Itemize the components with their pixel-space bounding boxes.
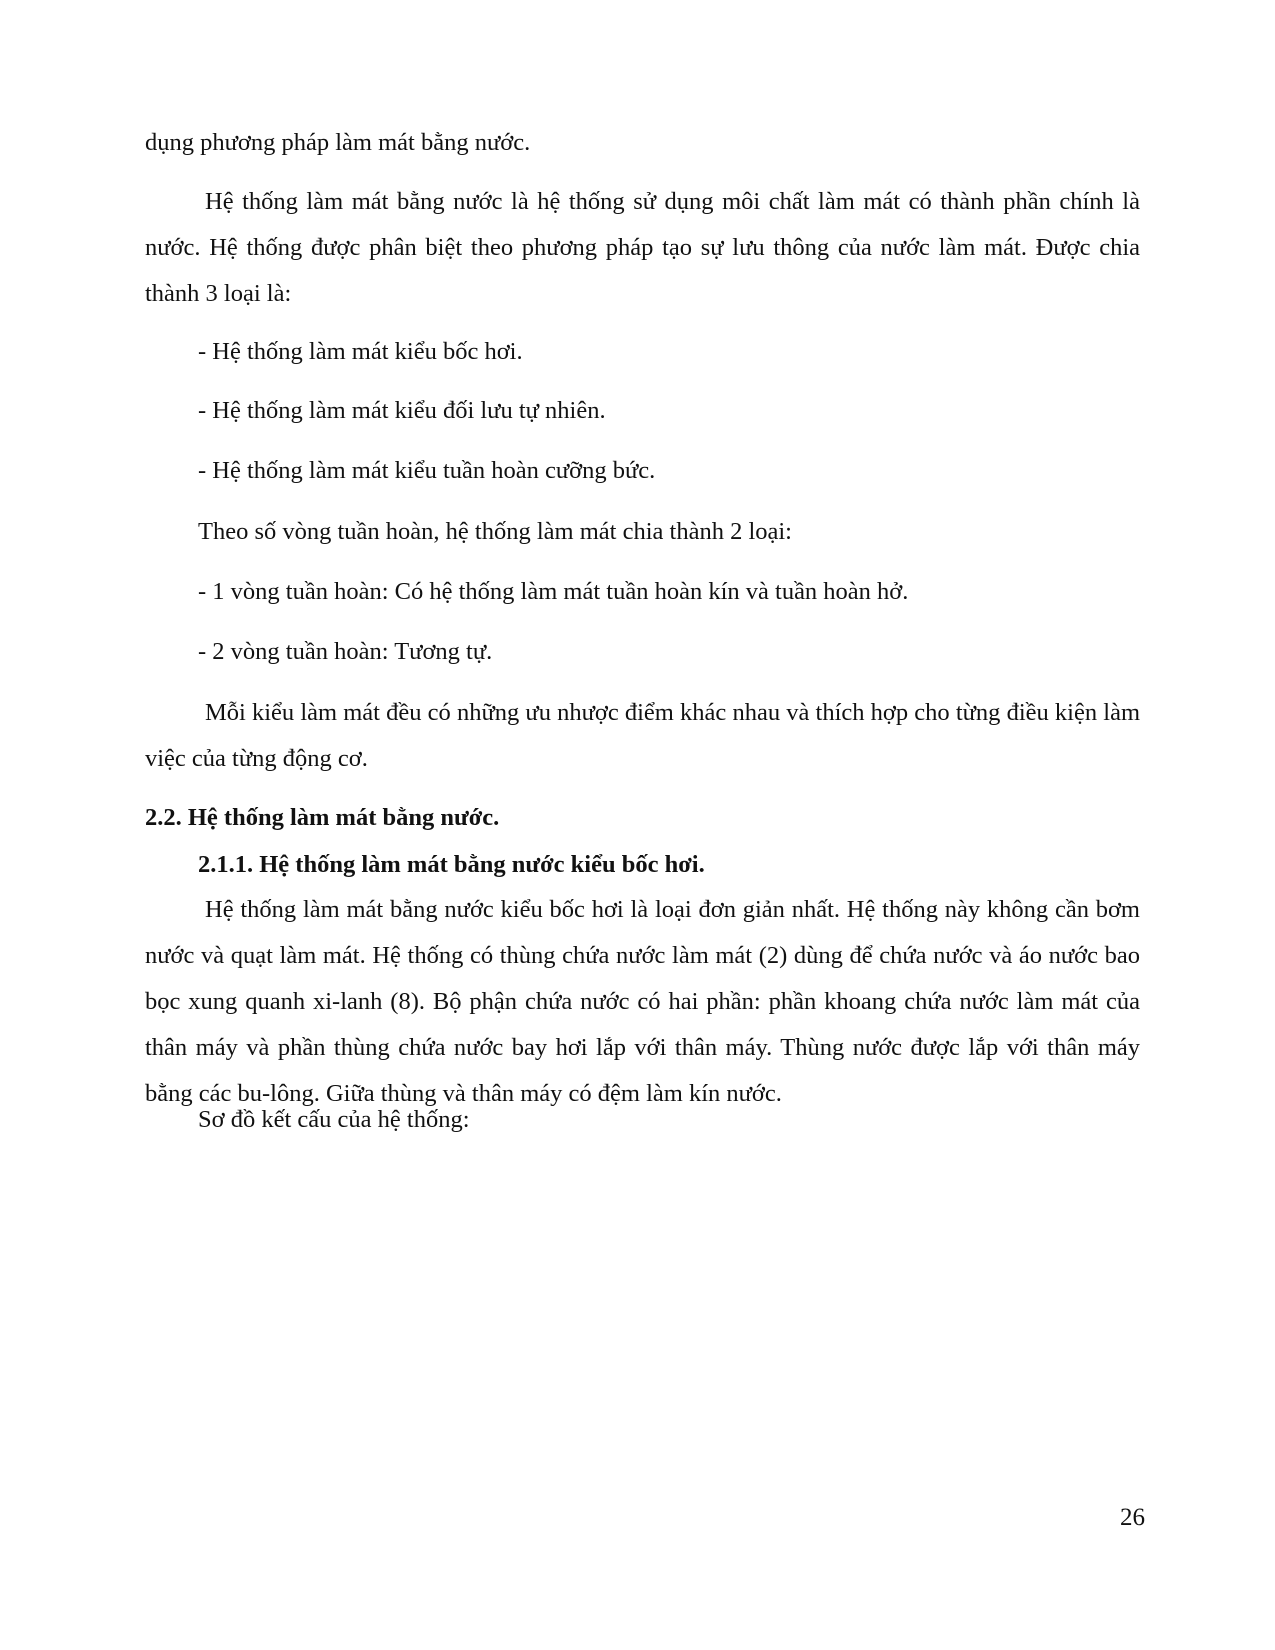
list-item-type-1: - Hệ thống làm mát kiểu bốc hơi.: [198, 338, 523, 365]
paragraph-intro: Hệ thống làm mát bằng nước là hệ thống sử dụng môi chất làm mát có thành phần chính là nước. Hệ thống được phân biệt theo phương pháp tạo sự lưu thông của nước làm mát. Được chia thành 3 loại là:: [145, 188, 1140, 307]
list-item-type-3: - Hệ thống làm mát kiểu tuần hoàn cưỡng bức.: [198, 457, 656, 484]
paragraph-continuation: dụng phương pháp làm mát bằng nước.: [145, 129, 531, 156]
list-item-loop-2: - 2 vòng tuần hoàn: Tương tự.: [198, 638, 493, 665]
paragraph-diagram-caption: Sơ đồ kết cấu của hệ thống:: [198, 1106, 470, 1133]
paragraph-pros-cons: Mỗi kiểu làm mát đều có những ưu nhược điểm khác nhau và thích hợp cho từng điều kiện làm việc của từng động cơ.: [145, 699, 1140, 772]
list-item-loop-1: - 1 vòng tuần hoàn: Có hệ thống làm mát tuần hoàn kín và tuần hoàn hở.: [198, 578, 909, 605]
paragraph-loops: Theo số vòng tuần hoàn, hệ thống làm mát chia thành 2 loại:: [198, 518, 792, 545]
subsection-heading: 2.1.1. Hệ thống làm mát bằng nước kiểu bốc hơi.: [198, 851, 705, 878]
paragraph-evaporative: Hệ thống làm mát bằng nước kiểu bốc hơi là loại đơn giản nhất. Hệ thống này không cần bơm nước và quạt làm mát. Hệ thống có thùng chứa nước làm mát (2) dùng để chứa nước và áo nước bao bọc xung quanh xi-lanh (8). Bộ phận chứa nước có hai phần: phần khoang chứa nước làm mát của thân máy và phần thùng chứa nước bay hơi lắp với thân máy. Thùng nước được lắp với thân máy bằng các bu-lông. Giữa thùng và thân máy có đệm làm kín nước.: [145, 896, 1140, 1107]
page-number: 26: [1120, 1504, 1145, 1531]
list-item-type-2: - Hệ thống làm mát kiểu đối lưu tự nhiên.: [198, 397, 606, 424]
section-heading: 2.2. Hệ thống làm mát bằng nước.: [145, 804, 500, 831]
